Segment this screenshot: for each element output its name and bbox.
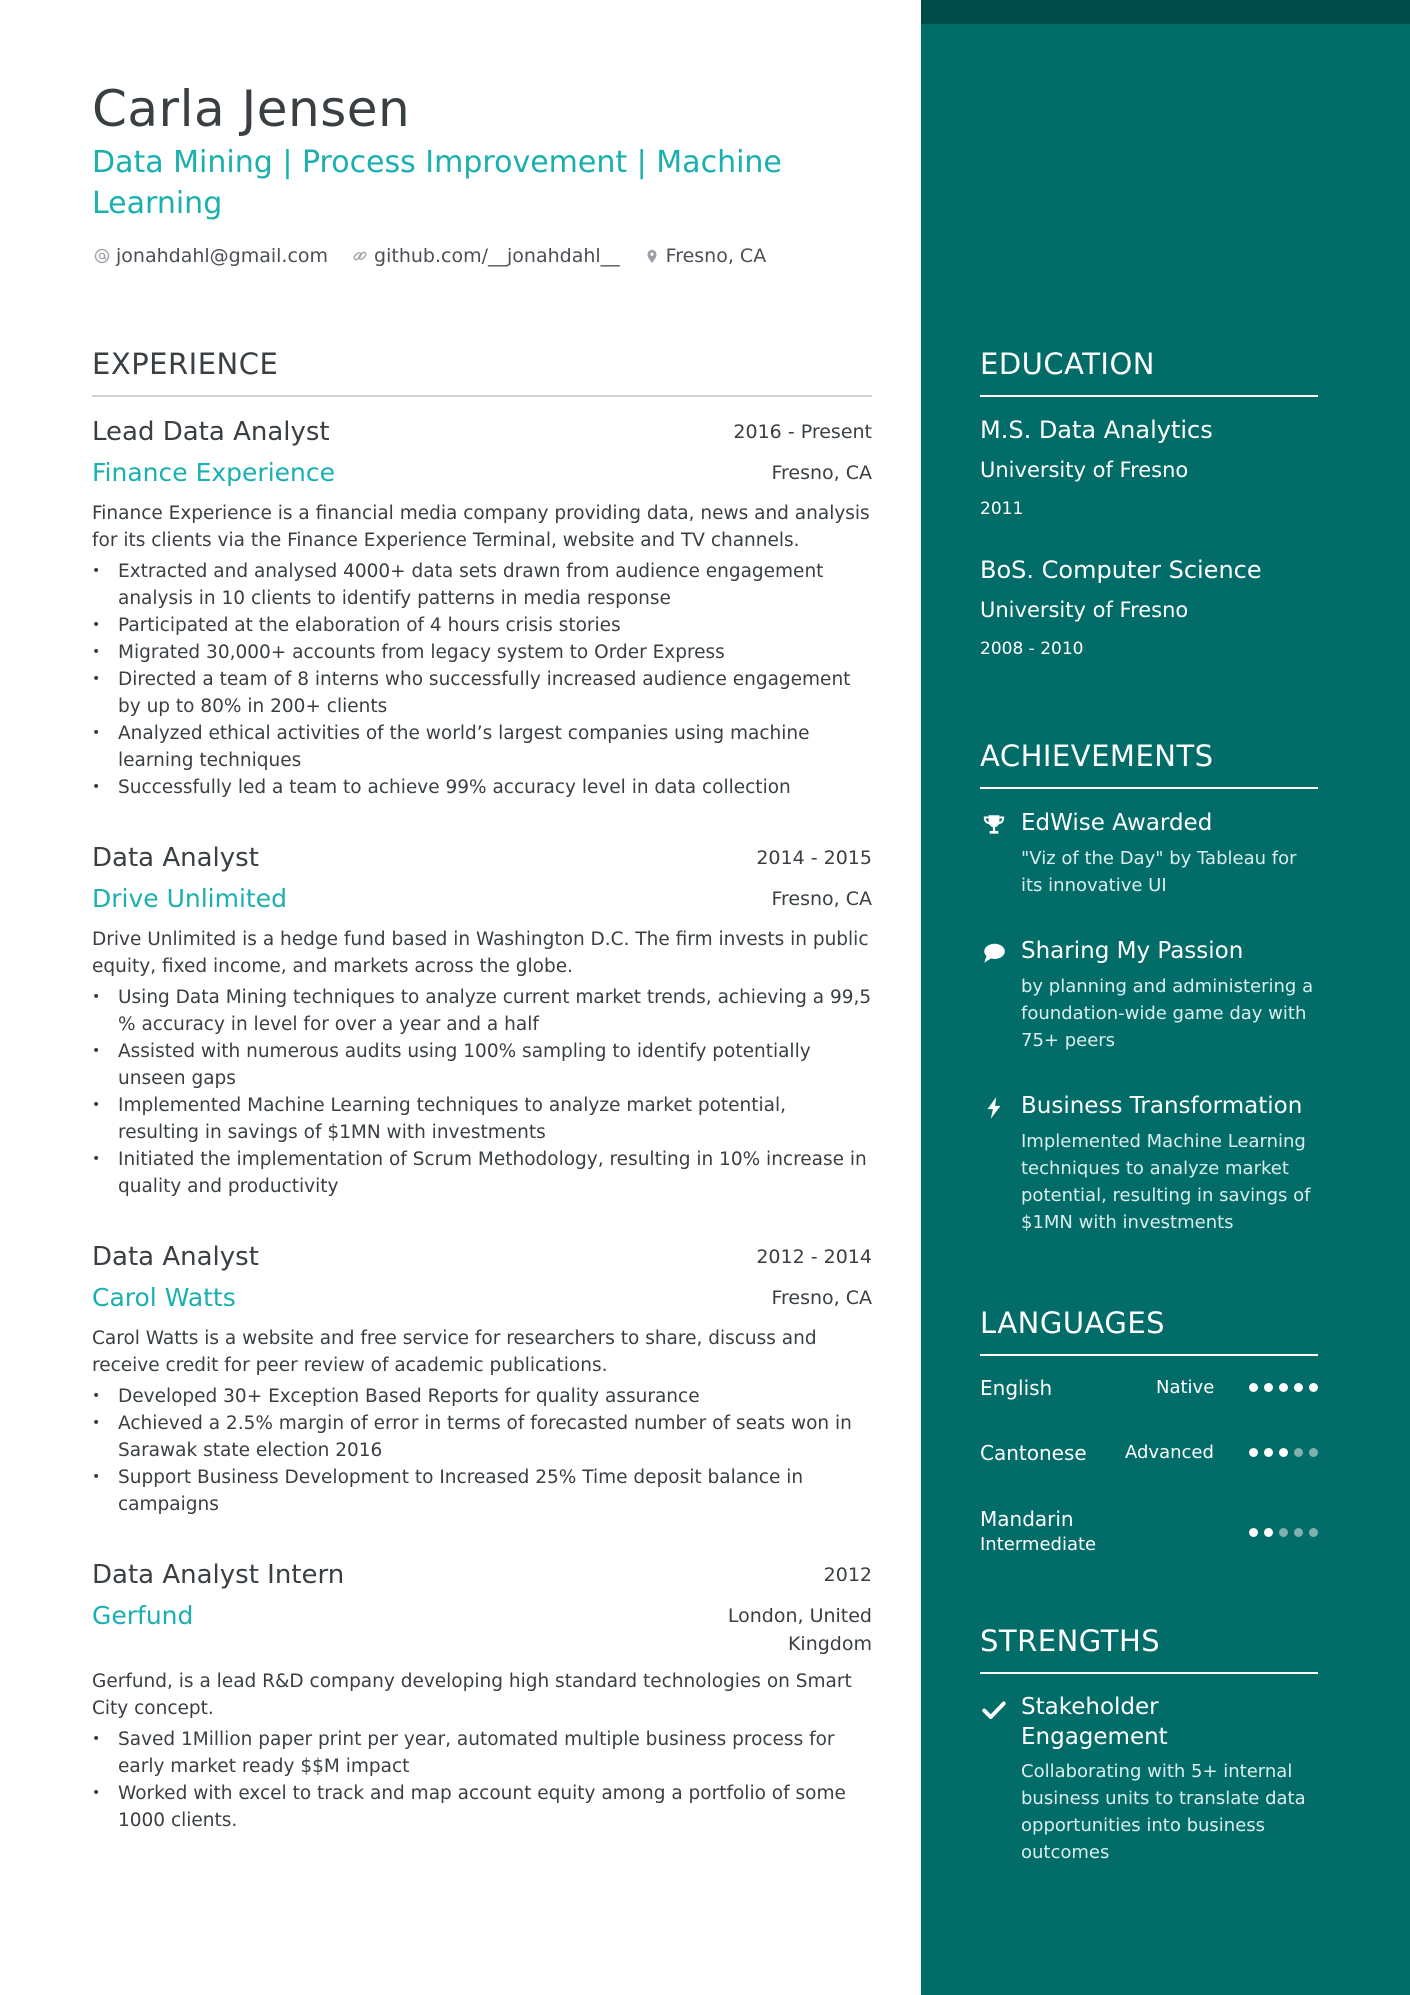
education-entry [980,553,1318,661]
job-location: Fresno, CA [771,1287,872,1309]
language-rating [1243,1383,1318,1392]
language-rating [1243,1528,1318,1537]
language-level: Advanced [1125,1442,1214,1463]
sidebar-top-band [921,0,1410,24]
job-company: Drive Unlimited [92,884,287,913]
strengths-section [980,1624,1318,1866]
list-item: • Analyzed ethical activities of the world’s largest companies using machine learning techniques [92,720,872,774]
education-degree: BoS. Computer Science [980,556,1262,584]
experience-section-header [92,347,872,397]
job-dates: 2014 - 2015 [756,847,872,869]
language-row [980,1439,1318,1467]
rating-dot-filled [1249,1383,1258,1392]
list-item: • Extracted and analysed 4000+ data sets drawn from audience engagement analysis in 10 clients to identify patterns in media response [92,558,872,612]
achievement-title: EdWise Awarded [1021,810,1213,836]
list-item: • Participated at the elaboration of 4 hours crisis stories [92,612,872,639]
rating-dot-filled [1264,1448,1273,1457]
experience-divider [92,395,872,397]
rating-dot-filled [1264,1383,1273,1392]
achievement-item [980,935,1318,1054]
achievement-item [980,1090,1318,1236]
language-rating [1243,1448,1318,1457]
rating-dot-filled [1309,1383,1318,1392]
location-pin-icon [642,246,662,266]
list-item: • Directed a team of 8 interns who successfully increased audience engagement by up to 80% in 200+ clients [92,666,872,720]
job-entry [92,415,872,801]
language-row [980,1374,1318,1402]
strength-item [980,1692,1318,1866]
rating-dot-filled [1249,1448,1258,1457]
education-years: 2008 - 2010 [980,639,1084,659]
job-company: Finance Experience [92,458,336,487]
candidate-tagline: Data Mining | Process Improvement | Machine Learning [92,145,782,221]
job-company: Gerfund [92,1601,194,1630]
rating-dot-empty [1279,1528,1288,1537]
achievement-title: Sharing My Passion [1021,938,1244,964]
job-bullets [92,1726,872,1834]
job-description: Finance Experience is a financial media company providing data, news and analysis for its clients via the Finance Experience Terminal, website and TV channels. [92,503,870,551]
list-item: • Saved 1Million paper print per year, automated multiple business process for early market ready $$M impact [92,1726,872,1780]
list-item: • Achieved a 2.5% margin of error in terms of forecasted number of seats won in Sarawak state election 2016 [92,1410,872,1464]
job-bullets [92,984,872,1200]
contact-email-text: jonahdahl@gmail.com [116,245,329,267]
languages-section-header [980,1306,1318,1356]
job-description: Carol Watts is a website and free service for researchers to share, discuss and receive credit for peer review of academic publications. [92,1328,817,1376]
education-title: EDUCATION [980,347,1156,381]
language-name: Cantonese [980,1441,1087,1465]
strengths-divider [980,1672,1318,1674]
language-name: Mandarin [980,1507,1074,1531]
list-item: • Migrated 30,000+ accounts from legacy system to Order Express [92,639,872,666]
achievement-item [980,807,1318,899]
job-location: Fresno, CA [771,888,872,910]
language-row [980,1505,1318,1559]
job-title: Data Analyst [92,843,259,873]
rating-dot-empty [1294,1528,1303,1537]
job-location: Fresno, CA [771,462,872,484]
at-icon [92,246,112,266]
achievement-title: Business Transformation [1021,1093,1303,1119]
job-bullets [92,558,872,801]
education-section [980,347,1318,661]
education-entry [980,413,1318,521]
language-level: Intermediate [980,1534,1097,1555]
contact-location [642,245,767,267]
strength-title: Stakeholder Engagement [1021,1694,1168,1750]
list-item: • Developed 30+ Exception Based Reports for quality assurance [92,1383,872,1410]
list-item: • Successfully led a team to achieve 99% accuracy level in data collection [92,774,872,801]
rating-dot-filled [1294,1383,1303,1392]
list-item: • Assisted with numerous audits using 100% sampling to identify potentially unseen gaps [92,1038,872,1092]
languages-title: LANGUAGES [980,1306,1166,1340]
list-item: • Implemented Machine Learning techniques to analyze market potential, resulting in savings of $1MN with investments [92,1092,872,1146]
lightning-bolt-icon [980,1094,1008,1122]
contact-location-text: Fresno, CA [665,245,767,267]
list-item: • Support Business Development to Increased 25% Time deposit balance in campaigns [92,1464,872,1518]
contact-github[interactable] [350,245,620,267]
job-entry [92,841,872,1200]
job-bullets [92,1383,872,1518]
education-school: University of Fresno [980,598,1189,622]
rating-dot-empty [1309,1448,1318,1457]
rating-dot-filled [1279,1383,1288,1392]
achievements-section [980,739,1318,1236]
education-school: University of Fresno [980,458,1189,482]
achievement-text: Implemented Machine Learning techniques to analyze market potential, resulting in savings of $1MN with investments [1021,1131,1311,1233]
job-description: Gerfund, is a lead R&D company developing high standard technologies on Smart City concept. [92,1671,852,1719]
list-item: • Using Data Mining techniques to analyze current market trends, achieving a 99,5 % accuracy in level for over a year and a half [92,984,872,1038]
job-title: Data Analyst [92,1242,259,1272]
experience-title: EXPERIENCE [92,347,279,381]
trophy-icon [980,811,1008,839]
checkmark-icon [980,1696,1008,1724]
job-title: Data Analyst Intern [92,1560,345,1590]
achievements-title: ACHIEVEMENTS [980,739,1214,773]
education-degree: M.S. Data Analytics [980,416,1213,444]
rating-dot-filled [1264,1528,1273,1537]
candidate-name: Carla Jensen [92,80,411,138]
job-dates: 2012 [823,1564,872,1586]
contact-email[interactable] [92,245,328,267]
list-item: • Initiated the implementation of Scrum Methodology, resulting in 10% increase in quality and productivity [92,1146,872,1200]
list-item: • Worked with excel to track and map account equity among a portfolio of some 1000 clients. [92,1780,872,1834]
contact-github-text: github.com/__jonahdahl__ [374,245,620,267]
strengths-title: STRENGTHS [980,1624,1161,1658]
achievement-text: by planning and administering a foundation-wide game day with 75+ peers [1021,976,1314,1051]
job-dates: 2012 - 2014 [756,1246,872,1268]
job-description: Drive Unlimited is a hedge fund based in Washington D.C. The firm invests in public equity, fixed income, and markets across the globe. [92,929,869,977]
achievement-text: "Viz of the Day" by Tableau for its innovative UI [1021,848,1297,896]
job-entry [92,1558,872,1834]
rating-dot-empty [1309,1528,1318,1537]
link-icon [350,246,370,266]
rating-dot-filled [1249,1528,1258,1537]
contact-bar [92,245,788,267]
education-years: 2011 [980,499,1024,519]
job-entry [92,1240,872,1518]
job-company: Carol Watts [92,1283,236,1312]
language-level: Native [1156,1377,1215,1398]
speech-bubble-icon [980,939,1008,967]
education-divider [980,395,1318,397]
rating-dot-empty [1294,1448,1303,1457]
rating-dot-filled [1279,1448,1288,1457]
language-name: English [980,1376,1053,1400]
achievements-divider [980,787,1318,789]
job-dates: 2016 - Present [733,421,872,443]
strength-text: Collaborating with 5+ internal business units to translate data opportunities into business outcomes [1021,1761,1306,1863]
job-title: Lead Data Analyst [92,417,330,447]
languages-divider [980,1354,1318,1356]
job-location: London, United Kingdom [727,1605,872,1655]
